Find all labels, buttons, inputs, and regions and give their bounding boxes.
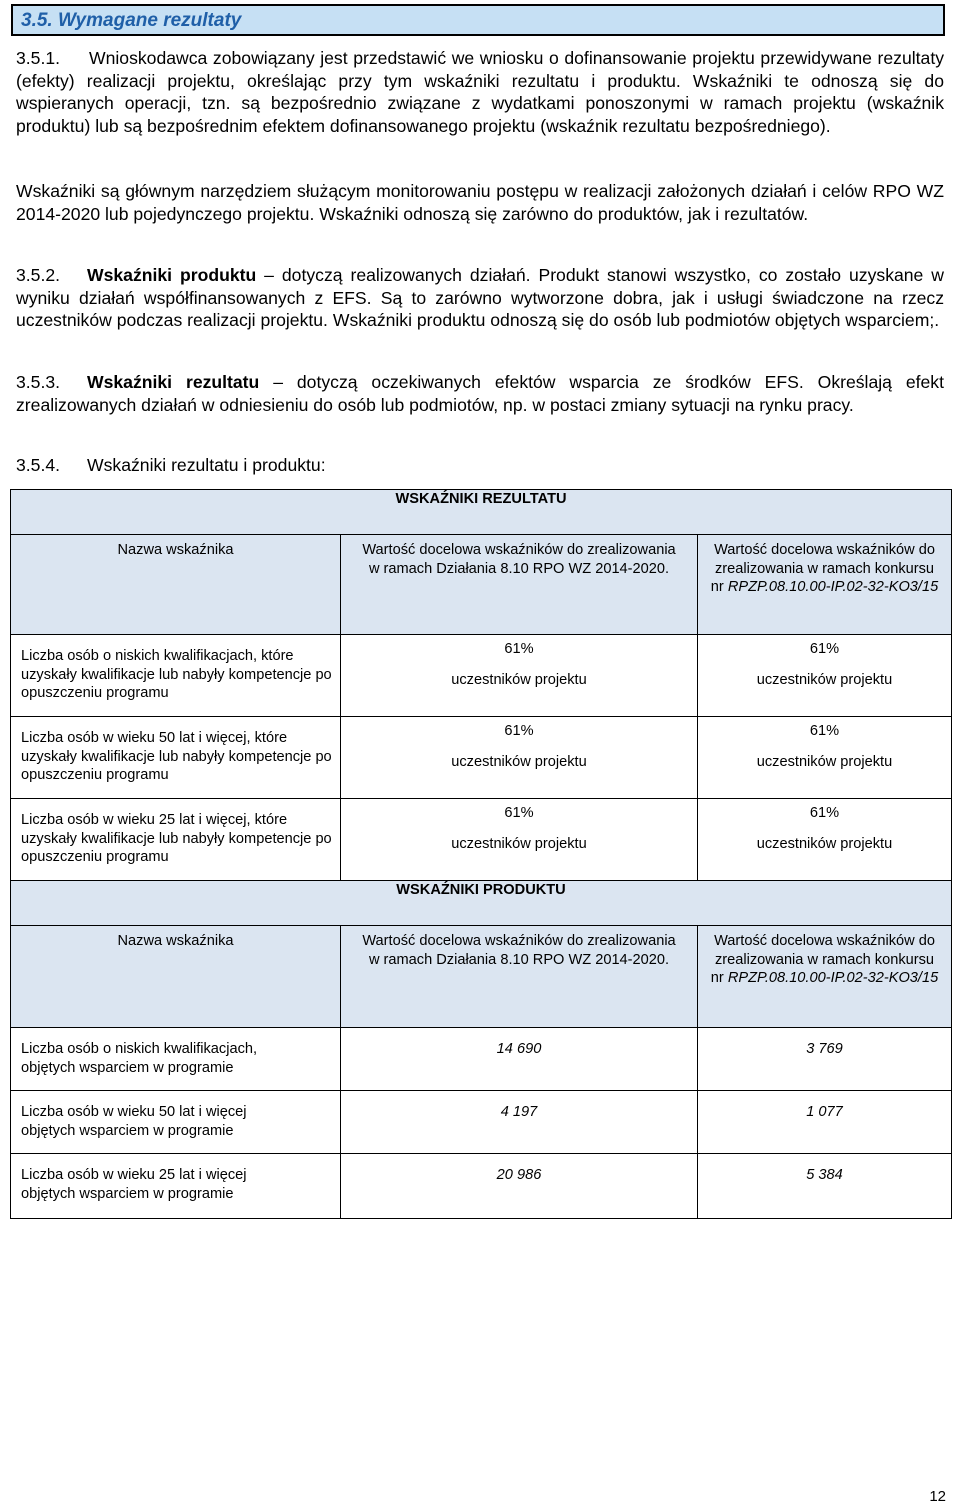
unit-label: uczestników projektu bbox=[451, 835, 587, 852]
result-title-row bbox=[11, 490, 952, 535]
percent-value: 61% bbox=[504, 723, 534, 739]
table-row bbox=[11, 1028, 952, 1091]
paragraph-3-5-2 bbox=[16, 264, 944, 332]
indicator-name: Liczba osób o niskich kwalifikacjach, które uzyskały kwalifikacje lub nabyły kompetencje po opuszczeniu programu bbox=[11, 635, 341, 717]
paragraph-text: – dotyczą realizowanych działań. Produkt stanowi wszystko, co zostało uzyskane w wyniku działań współfinansowanych z EFS. Są to zarówno wytworzone dobra, jak i usługi świadczone na rzecz uczestników podczas realizacji projektu. Wskaźniki produktu odnoszą się do osób lub podmiotów objętych wsparciem;. bbox=[16, 265, 944, 330]
table-row bbox=[11, 1154, 952, 1219]
product-header-row bbox=[11, 926, 952, 1028]
paragraph-number: 3.5.3. bbox=[16, 372, 61, 392]
table-row bbox=[11, 1091, 952, 1154]
paragraph-term: Wskaźniki rezultatu bbox=[87, 372, 260, 392]
paragraph-text: Wskaźniki rezultatu i produktu: bbox=[87, 455, 326, 475]
paragraph-indicators-intro bbox=[16, 180, 944, 225]
contest-value: 1 077 bbox=[698, 1091, 952, 1154]
col-contest-prefix: Wartość docelowa wskaźników do zrealizowania w ramach konkursu nr bbox=[710, 542, 935, 595]
unit-label: uczestników projektu bbox=[756, 671, 893, 688]
unit-label: uczestników projektu bbox=[451, 753, 587, 770]
result-col-name: Nazwa wskaźnika bbox=[11, 535, 341, 635]
contest-value bbox=[698, 635, 952, 717]
table-row bbox=[11, 717, 952, 799]
product-col-action: Wartość docelowa wskaźników do zrealizowania w ramach Działania 8.10 RPO WZ 2014-2020. bbox=[341, 926, 698, 1028]
indicator-name: Liczba osób w wieku 25 lat i więcej, które uzyskały kwalifikacje lub nabyły kompetencje po opuszczeniu programu bbox=[11, 799, 341, 881]
product-col-contest bbox=[698, 926, 952, 1028]
result-header-row bbox=[11, 535, 952, 635]
product-table-title: WSKAŹNIKI PRODUKTU bbox=[11, 881, 952, 926]
product-col-name: Nazwa wskaźnika bbox=[11, 926, 341, 1028]
paragraph-text: Wskaźniki są głównym narzędziem służącym monitorowaniu postępu w realizacji założonych działań i celów RPO WZ 2014-2020 lub pojedynczego projektu. Wskaźniki odnoszą się zarówno do produktów, jak i rezultatów. bbox=[16, 181, 944, 224]
table-row bbox=[11, 635, 952, 717]
paragraph-3-5-3 bbox=[16, 371, 944, 416]
paragraph-text: Wnioskodawca zobowiązany jest przedstawić we wniosku o dofinansowanie projektu przewidywane rezultaty (efekty) realizacji projektu, określając przy tym wskaźniki rezultatu i produktu. Wskaźniki te odnoszą się do wspieranych operacji, tzn. są bezpośrednio związane z wydatkami ponoszonymi w ramach projektu (wskaźnik produktu) lub są bezpośrednim efektem dofinansowanego projektu (wskaźnik rezultatu bezpośredniego). bbox=[16, 48, 944, 136]
contest-id: RPZP.08.10.00-IP.02-32-KO3/15 bbox=[727, 970, 939, 986]
percent-value: 61% bbox=[809, 641, 840, 657]
percent-value: 61% bbox=[809, 805, 840, 821]
action-value: 20 986 bbox=[341, 1154, 698, 1219]
col-contest-prefix: Wartość docelowa wskaźników do zrealizowania w ramach konkursu nr bbox=[710, 933, 935, 986]
result-table-title: WSKAŹNIKI REZULTATU bbox=[11, 490, 952, 535]
indicator-name: Liczba osób o niskich kwalifikacjach, objętych wsparciem w programie bbox=[11, 1028, 341, 1091]
paragraph-3-5-4 bbox=[16, 454, 944, 477]
paragraph-number: 3.5.4. bbox=[16, 455, 61, 475]
indicator-name: Liczba osób w wieku 50 lat i więcej objętych wsparciem w programie bbox=[11, 1091, 341, 1154]
contest-value: 3 769 bbox=[698, 1028, 952, 1091]
percent-value: 61% bbox=[809, 723, 840, 739]
contest-value: 5 384 bbox=[698, 1154, 952, 1219]
unit-label: uczestników projektu bbox=[451, 671, 587, 688]
percent-value: 61% bbox=[504, 641, 534, 657]
section-title: 3.5. Wymagane rezultaty bbox=[21, 10, 242, 31]
result-col-action: Wartość docelowa wskaźników do zrealizowania w ramach Działania 8.10 RPO WZ 2014-2020. bbox=[341, 535, 698, 635]
paragraph-number: 3.5.2. bbox=[16, 265, 61, 285]
indicator-name: Liczba osób w wieku 50 lat i więcej, które uzyskały kwalifikacje lub nabyły kompetencje po opuszczeniu programu bbox=[11, 717, 341, 799]
table-row bbox=[11, 799, 952, 881]
action-value: 4 197 bbox=[341, 1091, 698, 1154]
page-number: 12 bbox=[929, 1488, 946, 1505]
paragraph-text: – dotyczą oczekiwanych efektów wsparcia ze środków EFS. Określają efekt zrealizowanych działań w odniesieniu do osób lub podmiotów, np. w postaci zmiany sytuacji na rynku pracy. bbox=[16, 372, 944, 415]
paragraph-term: Wskaźniki produktu bbox=[87, 265, 257, 285]
result-col-contest bbox=[698, 535, 952, 635]
action-value bbox=[341, 799, 698, 881]
indicators-table bbox=[10, 489, 952, 1219]
unit-label: uczestników projektu bbox=[756, 753, 893, 770]
action-value: 14 690 bbox=[341, 1028, 698, 1091]
paragraph-3-5-1 bbox=[16, 47, 944, 137]
contest-value bbox=[698, 717, 952, 799]
section-header bbox=[11, 4, 945, 36]
paragraph-number: 3.5.1. bbox=[16, 48, 61, 68]
action-value bbox=[341, 717, 698, 799]
percent-value: 61% bbox=[504, 805, 534, 821]
contest-value bbox=[698, 799, 952, 881]
contest-id: RPZP.08.10.00-IP.02-32-KO3/15 bbox=[727, 579, 939, 595]
indicator-name: Liczba osób w wieku 25 lat i więcej objętych wsparciem w programie bbox=[11, 1154, 341, 1219]
action-value bbox=[341, 635, 698, 717]
product-title-row bbox=[11, 881, 952, 926]
unit-label: uczestników projektu bbox=[756, 835, 893, 852]
